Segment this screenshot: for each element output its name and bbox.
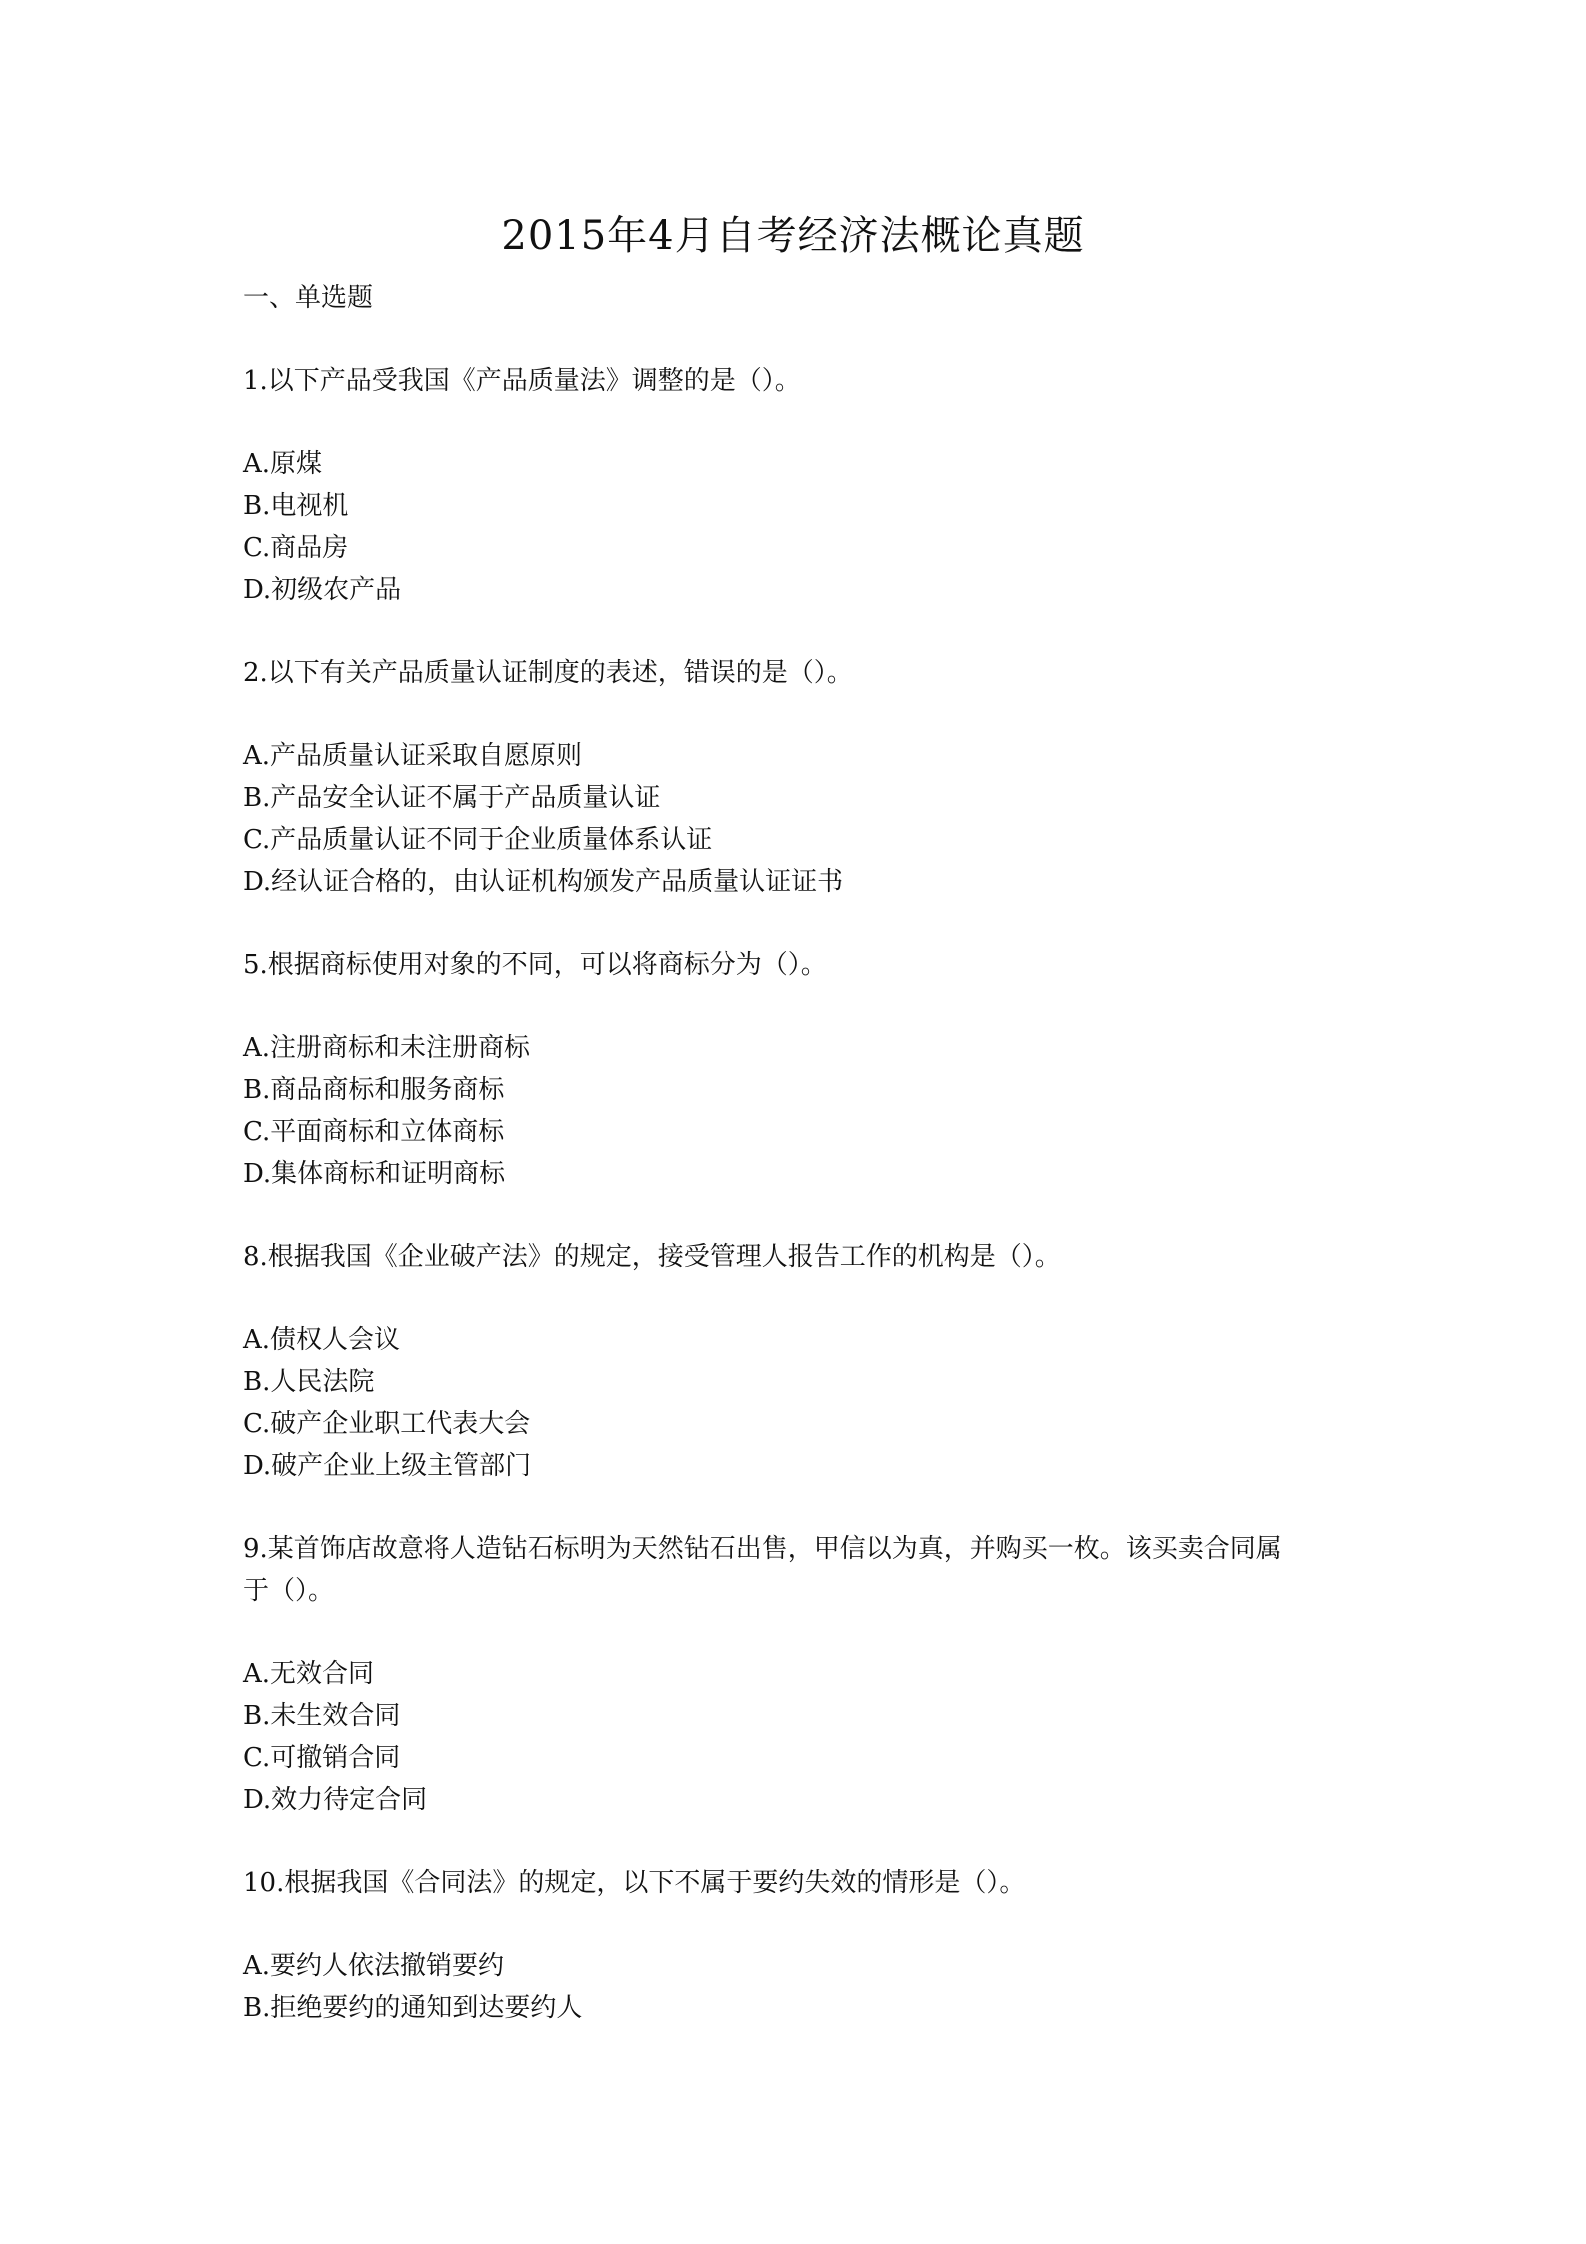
option-b: B.人民法院	[243, 1367, 375, 1397]
option-b: B.商品商标和服务商标	[243, 1075, 505, 1105]
question-stem-line: 9.某首饰店故意将人造钻石标明为天然钻石出售，甲信以为真，并购买一枚。该买卖合同属	[243, 1534, 1282, 1564]
option-d: D.集体商标和证明商标	[243, 1159, 506, 1189]
option-c: C.可撤销合同	[243, 1743, 401, 1773]
option-a: A.原煤	[243, 449, 323, 479]
option-a: A.要约人依法撤销要约	[243, 1951, 505, 1981]
document-body	[243, 277, 1363, 2070]
option-b: B.电视机	[243, 491, 349, 521]
question-8	[243, 1236, 1363, 1487]
document-title: 2015年4月自考经济法概论真题	[501, 213, 1085, 259]
option-d: D.经认证合格的，由认证机构颁发产品质量认证证书	[243, 867, 844, 897]
question-1	[243, 360, 1363, 611]
question-stem	[243, 944, 1363, 986]
option-a: A.注册商标和未注册商标	[243, 1033, 531, 1063]
question-stem-line: 5.根据商标使用对象的不同，可以将商标分为（）。	[243, 950, 827, 980]
question-10	[243, 1862, 1363, 2029]
option-c: C.破产企业职工代表大会	[243, 1409, 531, 1439]
question-stem	[243, 1236, 1363, 1278]
question-stem-line: 1.以下产品受我国《产品质量法》调整的是（）。	[243, 366, 801, 396]
question-stem	[243, 1862, 1363, 1904]
option-d: D.效力待定合同	[243, 1785, 428, 1815]
section-heading: 一、单选题	[243, 283, 374, 313]
question-stem	[243, 360, 1363, 402]
question-stem-line: 10.根据我国《合同法》的规定，以下不属于要约失效的情形是（）。	[243, 1868, 1026, 1898]
option-b: B.未生效合同	[243, 1701, 401, 1731]
question-stem-line: 8.根据我国《企业破产法》的规定，接受管理人报告工作的机构是（）。	[243, 1242, 1061, 1272]
option-a: A.无效合同	[243, 1659, 375, 1689]
question-stem	[243, 1528, 1363, 1612]
option-d: D.初级农产品	[243, 575, 402, 605]
option-a: A.债权人会议	[243, 1325, 401, 1355]
option-b: B.拒绝要约的通知到达要约人	[243, 1993, 583, 2023]
option-d: D.破产企业上级主管部门	[243, 1451, 532, 1481]
question-stem-line: 2.以下有关产品质量认证制度的表述，错误的是（）。	[243, 658, 853, 688]
question-stem	[243, 652, 1363, 694]
question-9	[243, 1528, 1363, 1821]
option-c: C.产品质量认证不同于企业质量体系认证	[243, 825, 713, 855]
option-a: A.产品质量认证采取自愿原则	[243, 741, 583, 771]
option-b: B.产品安全认证不属于产品质量认证	[243, 783, 661, 813]
option-c: C.平面商标和立体商标	[243, 1117, 505, 1147]
option-c: C.商品房	[243, 533, 349, 563]
question-2	[243, 652, 1363, 903]
question-stem-line: 于（）。	[243, 1576, 335, 1606]
question-5	[243, 944, 1363, 1195]
